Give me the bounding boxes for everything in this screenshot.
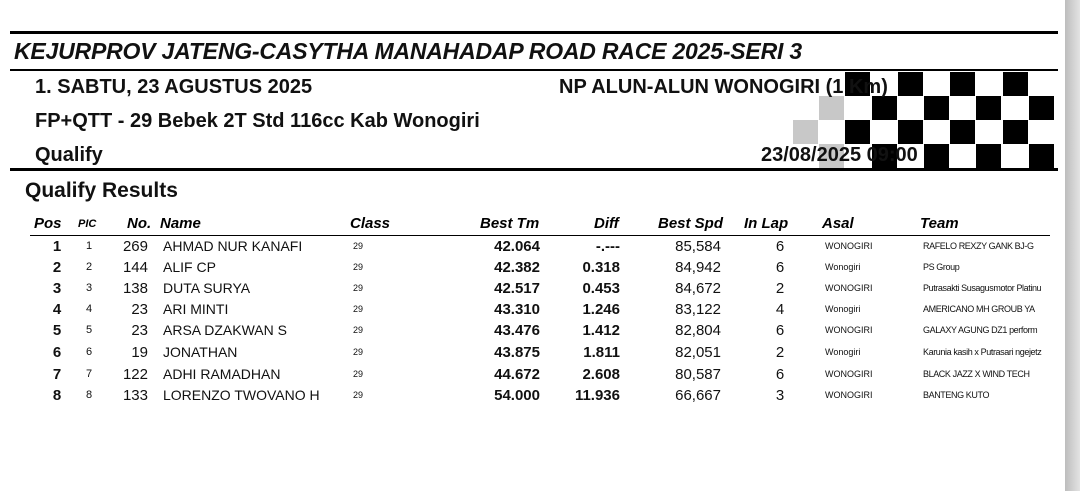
flag-square xyxy=(1029,72,1054,96)
flag-square xyxy=(872,120,897,144)
cell-best-spd: 83,122 xyxy=(675,301,721,318)
cell-team: RAFELO REXZY GANK BJ-G xyxy=(923,241,1034,251)
cell-best-tm: 42.382 xyxy=(494,259,540,276)
table-row xyxy=(0,257,1065,278)
cell-best-tm: 43.310 xyxy=(494,301,540,318)
cell-pic: 8 xyxy=(85,389,93,401)
cell-best-spd: 66,667 xyxy=(675,387,721,404)
cell-best-spd: 80,587 xyxy=(675,366,721,383)
flag-square xyxy=(976,96,1001,120)
cell-asal: WONOGIRI xyxy=(825,390,873,400)
session-datetime: 23/08/2025 09:00 xyxy=(761,144,918,166)
flag-square xyxy=(793,120,818,144)
col-best-tm: Best Tm xyxy=(480,215,540,232)
cell-pos: 8 xyxy=(52,387,62,404)
flag-square xyxy=(1003,72,1028,96)
cell-best-spd: 82,804 xyxy=(675,322,721,339)
cell-no: 23 xyxy=(131,301,148,318)
cell-no: 19 xyxy=(131,344,148,361)
table-row xyxy=(0,342,1065,363)
flag-square xyxy=(950,96,975,120)
cell-asal: Wonogiri xyxy=(825,347,861,357)
cell-diff: 0.318 xyxy=(582,259,620,276)
flag-square xyxy=(1029,96,1054,120)
col-in-lap: In Lap xyxy=(744,215,789,232)
cell-pic: 4 xyxy=(85,303,93,315)
cell-class: 29 xyxy=(353,369,364,379)
cell-pic: 3 xyxy=(85,282,93,294)
flag-square xyxy=(1029,144,1054,168)
cell-diff: 0.453 xyxy=(582,280,620,297)
cell-best-spd: 82,051 xyxy=(675,344,721,361)
cell-asal: Wonogiri xyxy=(825,304,861,314)
cell-team: Karunia kasih x Putrasari ngejetz xyxy=(923,347,1042,357)
header-rule xyxy=(10,168,1058,171)
flag-square xyxy=(950,144,975,168)
cell-in-lap: 6 xyxy=(775,366,785,383)
cell-best-spd: 84,672 xyxy=(675,280,721,297)
flag-square xyxy=(976,120,1001,144)
cell-in-lap: 2 xyxy=(775,280,785,297)
cell-team: PS Group xyxy=(923,262,960,272)
cell-name: JONATHAN xyxy=(163,344,238,360)
cell-name: DUTA SURYA xyxy=(163,280,251,296)
col-pic: PIC xyxy=(78,218,97,230)
flag-square xyxy=(924,120,949,144)
cell-diff: 11.936 xyxy=(574,387,620,404)
flag-square xyxy=(924,96,949,120)
cell-diff: 1.811 xyxy=(583,344,620,361)
cell-name: LORENZO TWOVANO H xyxy=(163,387,320,403)
flag-square xyxy=(898,96,923,120)
cell-name: ARSA DZAKWAN S xyxy=(163,322,287,338)
cell-pic: 5 xyxy=(85,324,93,336)
cell-no: 122 xyxy=(122,366,148,383)
cell-class: 29 xyxy=(353,241,364,251)
title-rule xyxy=(10,69,1058,71)
flag-square xyxy=(793,96,818,120)
cell-best-tm: 42.517 xyxy=(494,280,540,297)
race-class-line: FP+QTT - 29 Bebek 2T Std 116cc Kab Wonogiri xyxy=(35,110,480,132)
cell-no: 23 xyxy=(131,322,148,339)
flag-square xyxy=(976,144,1001,168)
col-name: Name xyxy=(160,215,201,232)
flag-square xyxy=(845,96,870,120)
flag-square xyxy=(924,144,949,168)
cell-in-lap: 6 xyxy=(775,259,785,276)
flag-square xyxy=(872,96,897,120)
flag-square xyxy=(898,120,923,144)
cell-best-spd: 84,942 xyxy=(675,259,721,276)
cell-diff: -.--- xyxy=(595,238,620,255)
table-row xyxy=(0,299,1065,320)
table-row xyxy=(0,385,1065,406)
col-no: No. xyxy=(127,215,152,232)
cell-in-lap: 6 xyxy=(775,322,785,339)
cell-pic: 2 xyxy=(85,261,93,273)
cell-pos: 6 xyxy=(52,344,62,361)
page-edge-shadow xyxy=(1065,0,1080,491)
cell-asal: WONOGIRI xyxy=(825,369,873,379)
flag-square xyxy=(950,120,975,144)
cell-pos: 5 xyxy=(52,322,62,339)
cell-asal: WONOGIRI xyxy=(825,241,873,251)
cell-name: ARI MINTI xyxy=(163,301,229,317)
cell-asal: Wonogiri xyxy=(825,262,861,272)
cell-name: ADHI RAMADHAN xyxy=(163,366,281,382)
col-best-spd: Best Spd xyxy=(658,215,724,232)
flag-square xyxy=(819,120,844,144)
cell-class: 29 xyxy=(353,325,364,335)
cell-pos: 4 xyxy=(52,301,62,318)
cell-best-tm: 43.476 xyxy=(494,322,540,339)
cell-team: BANTENG KUTO xyxy=(923,390,990,400)
cell-name: ALIF CP xyxy=(163,259,216,275)
cell-pos: 2 xyxy=(52,259,62,276)
col-diff: Diff xyxy=(594,215,619,232)
flag-square xyxy=(845,120,870,144)
cell-team: BLACK JAZZ X WIND TECH xyxy=(923,369,1030,379)
cell-class: 29 xyxy=(353,283,364,293)
flag-square xyxy=(924,72,949,96)
table-row xyxy=(0,364,1065,385)
flag-square xyxy=(819,96,844,120)
cell-in-lap: 2 xyxy=(775,344,785,361)
cell-diff: 1.412 xyxy=(582,322,620,339)
flag-square xyxy=(1029,120,1054,144)
cell-best-spd: 85,584 xyxy=(675,238,721,255)
cell-in-lap: 6 xyxy=(775,238,785,255)
cell-team: AMERICANO MH GROUB YA xyxy=(923,304,1035,314)
cell-pos: 1 xyxy=(52,238,62,255)
cell-class: 29 xyxy=(353,304,364,314)
cell-name: AHMAD NUR KANAFI xyxy=(163,238,303,254)
cell-class: 29 xyxy=(353,347,364,357)
col-asal: Asal xyxy=(822,215,854,232)
cell-class: 29 xyxy=(353,262,364,272)
flag-square xyxy=(950,72,975,96)
top-rule xyxy=(10,31,1058,34)
col-class: Class xyxy=(350,215,391,232)
flag-square xyxy=(976,72,1001,96)
flag-square xyxy=(1003,120,1028,144)
event-date: 1. SABTU, 23 AGUSTUS 2025 xyxy=(35,76,313,98)
cell-best-tm: 44.672 xyxy=(494,366,540,383)
cell-pic: 7 xyxy=(85,368,93,380)
cell-pos: 3 xyxy=(52,280,62,297)
cell-class: 29 xyxy=(353,390,364,400)
cell-no: 144 xyxy=(122,259,148,276)
cell-in-lap: 3 xyxy=(775,387,785,404)
col-pos: Pos xyxy=(34,215,62,232)
flag-square xyxy=(898,72,923,96)
cell-pic: 6 xyxy=(85,346,93,358)
table-row xyxy=(0,278,1065,299)
session-name: Qualify xyxy=(35,144,103,166)
cell-diff: 2.608 xyxy=(582,366,620,383)
flag-square xyxy=(1003,96,1028,120)
cell-pos: 7 xyxy=(52,366,62,383)
cell-no: 138 xyxy=(122,280,148,297)
section-title: Qualify Results xyxy=(25,179,178,202)
cell-no: 133 xyxy=(122,387,148,404)
cell-team: GALAXY AGUNG DZ1 perform xyxy=(923,325,1038,335)
cell-team: Putrasakti Susagusmotor Platinu xyxy=(923,283,1042,293)
cell-no: 269 xyxy=(122,238,148,255)
col-team: Team xyxy=(920,215,959,232)
table-row xyxy=(0,320,1065,341)
cell-best-tm: 42.064 xyxy=(494,238,540,255)
venue-name: NP ALUN-ALUN WONOGIRI (1 Km) xyxy=(559,76,888,98)
cell-in-lap: 4 xyxy=(775,301,785,318)
cell-asal: WONOGIRI xyxy=(825,325,873,335)
cell-pic: 1 xyxy=(85,240,93,252)
cell-diff: 1.246 xyxy=(582,301,620,318)
cell-asal: WONOGIRI xyxy=(825,283,873,293)
flag-square xyxy=(1003,144,1028,168)
table-row xyxy=(0,236,1065,257)
cell-best-tm: 54.000 xyxy=(494,387,540,404)
event-title: KEJURPROV JATENG-CASYTHA MANAHADAP ROAD RACE 2025-SERI 3 xyxy=(14,38,802,64)
cell-best-tm: 43.875 xyxy=(494,344,540,361)
